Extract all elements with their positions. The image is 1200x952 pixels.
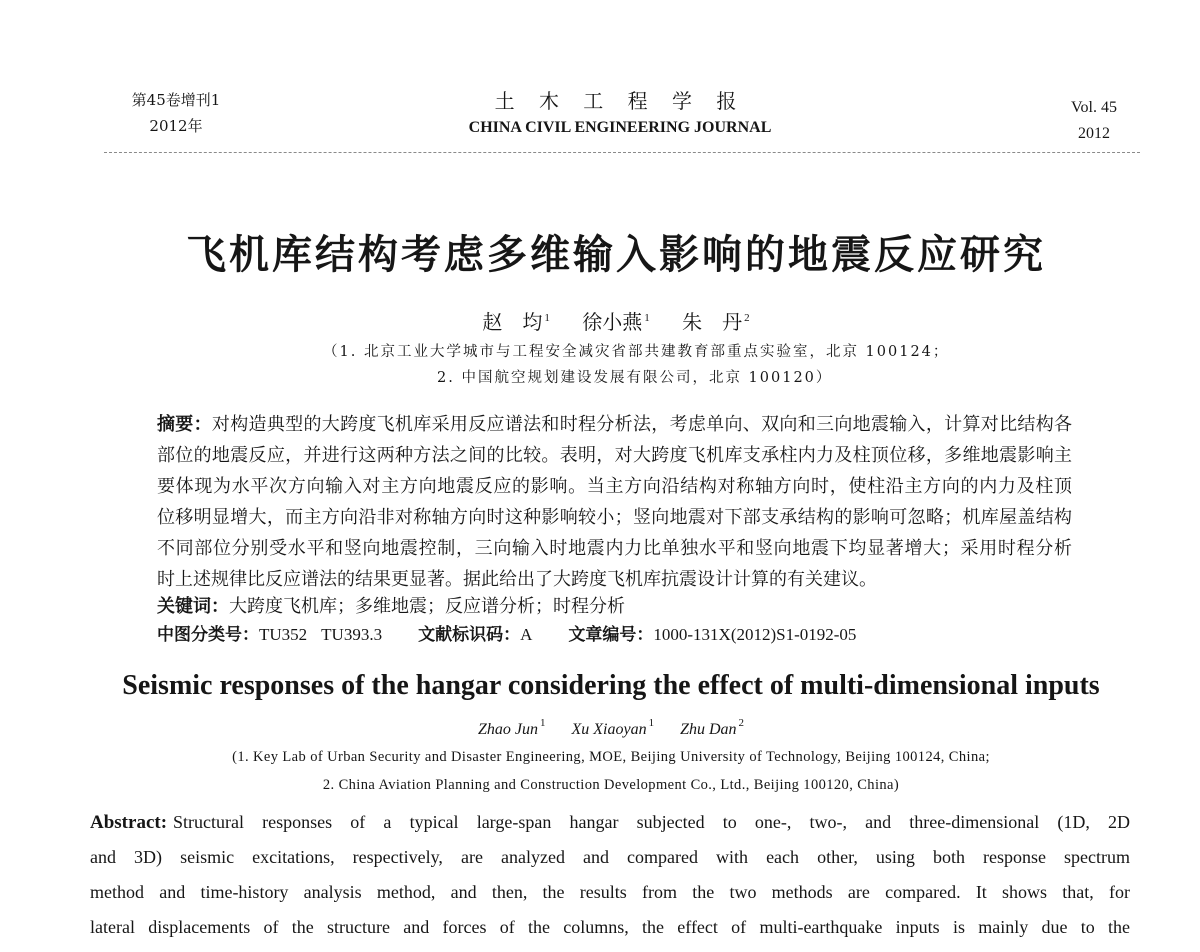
author-en xyxy=(571,716,655,738)
author-cn xyxy=(582,310,650,334)
abstract-cn-line xyxy=(157,409,1072,440)
abstract-en-line: method and time-history analysis method, and then, the results from the two methods are compared. It shows that, for xyxy=(90,882,1130,902)
clc-label: 中图分类号： xyxy=(157,625,259,645)
author-name: Xu Xiaoyan xyxy=(571,721,647,738)
clc-code: TU393.3 xyxy=(321,625,383,644)
keywords-cn xyxy=(157,593,625,621)
author-en xyxy=(680,716,745,738)
abstract-cn xyxy=(157,409,1072,595)
author-name: 赵 均 xyxy=(482,310,543,334)
affiliation-en-2: 2. China Aviation Planning and Construction Development Co., Ltd., Beijing 100120, China) xyxy=(322,777,900,793)
keywords-text: 大跨度飞机库；多维地震；反应谱分析；时程分析 xyxy=(229,596,625,617)
paper-title-en: Seismic responses of the hangar considering the effect of multi-dimensional inputs xyxy=(122,670,1100,701)
affiliations-en xyxy=(22,743,1200,799)
author-name: 徐小燕 xyxy=(582,310,643,334)
volume-en: Vol. 45 xyxy=(1071,99,1117,116)
header-volume-info-en xyxy=(1044,95,1144,147)
abstract-en xyxy=(90,805,1130,945)
abstract-cn-line: 要体现为水平次方向输入对主方向地震反应的影响。当主方向沿结构对称轴方向时，使柱沿主方向的内力及柱顶 xyxy=(157,476,1072,497)
abstract-cn-line: 位移明显增大，而主方向沿非对称轴方向时这种影响较小；竖向地震对下部支承结构的影响可忽略；机库屋盖结构 xyxy=(157,507,1072,528)
abstract-en-line: and 3D) seismic excitations, respectively, are analyzed and compared with each other, using both response spectrum xyxy=(90,847,1130,867)
journal-masthead xyxy=(420,87,820,141)
affiliation-marker: 2 xyxy=(738,716,745,729)
affiliation-cn-1: （1. 北京工业大学城市与工程安全减灾省部共建教育部重点实验室，北京 100124； xyxy=(323,344,950,360)
affiliation-marker: 1 xyxy=(544,311,550,324)
author-list-en xyxy=(22,718,1200,743)
abstract-cn-label: 摘要： xyxy=(157,414,212,435)
abstract-cn-line: 部位的地震反应，并进行这两种方法之间的比较。表明，对大跨度飞机库支承柱内力及柱顶位移，多维地震影响主 xyxy=(157,445,1072,466)
keywords-label: 关键词： xyxy=(157,596,229,617)
abstract-cn-line: 时上述规律比反应谱法的结果更显著。据此给出了大跨度飞机库抗震设计计算的有关建议。 xyxy=(157,569,877,590)
header-divider xyxy=(104,152,1140,153)
article-number-label: 文章编号： xyxy=(568,625,654,645)
abstract-cn-line: 不同部位分别受水平和竖向地震控制，三向输入时地震内力比单独水平和竖向地震下均显著增大；采用时程分析 xyxy=(157,538,1072,559)
journal-name-cn: 土 木 工 程 学 报 xyxy=(494,89,746,113)
affiliation-marker: 1 xyxy=(644,311,650,324)
author-name: 朱 丹 xyxy=(682,310,743,334)
article-number: 1000-131X(2012)S1-0192-05 xyxy=(653,625,857,644)
author-cn xyxy=(682,310,750,334)
abstract-cn-text: 对构造典型的大跨度飞机库采用反应谱法和时程分析法，考虑单向、双向和三向地震输入，计算对比结构各 xyxy=(211,414,1072,435)
publication-year-en: 2012 xyxy=(1078,125,1110,142)
publication-year-cn: 2012年 xyxy=(149,117,203,135)
paper-title-cn: 飞机库结构考虑多维输入影响的地震反应研究 xyxy=(186,232,1046,278)
classification-line xyxy=(157,621,856,649)
affiliation-marker: 1 xyxy=(539,716,546,729)
author-cn xyxy=(482,310,550,334)
author-name: Zhao Jun xyxy=(477,721,538,738)
doc-code-label: 文献标识码： xyxy=(418,625,521,645)
author-list-cn xyxy=(32,308,1200,340)
abstract-en-label: Abstract: xyxy=(90,812,168,833)
journal-name-en: CHINA CIVIL ENGINEERING JOURNAL xyxy=(468,119,772,136)
affiliation-cn-2: 2. 中国航空规划建设发展有限公司，北京 100120） xyxy=(437,370,833,386)
clc-code: TU352 xyxy=(259,625,308,644)
author-name: Zhu Dan xyxy=(680,721,737,738)
affiliation-marker: 2 xyxy=(744,311,750,324)
header-volume-info xyxy=(106,87,246,139)
abstract-en-text: Structural responses of a typical large-span hangar subjected to one-, two-, and three-dimensional (1D, 2D xyxy=(173,812,1130,832)
abstract-en-line xyxy=(90,805,1130,840)
author-en xyxy=(477,716,546,738)
doc-code: A xyxy=(520,625,533,644)
volume-issue: 第45卷增刊1 xyxy=(131,91,221,109)
affiliation-marker: 1 xyxy=(648,716,655,729)
abstract-en-line: lateral displacements of the structure and forces of the columns, the effect of multi-earthquake inputs is mainly due to the xyxy=(90,917,1130,937)
affiliation-en-1: (1. Key Lab of Urban Security and Disaster Engineering, MOE, Beijing University of Technology, Beijing 100124, China; xyxy=(232,749,990,765)
